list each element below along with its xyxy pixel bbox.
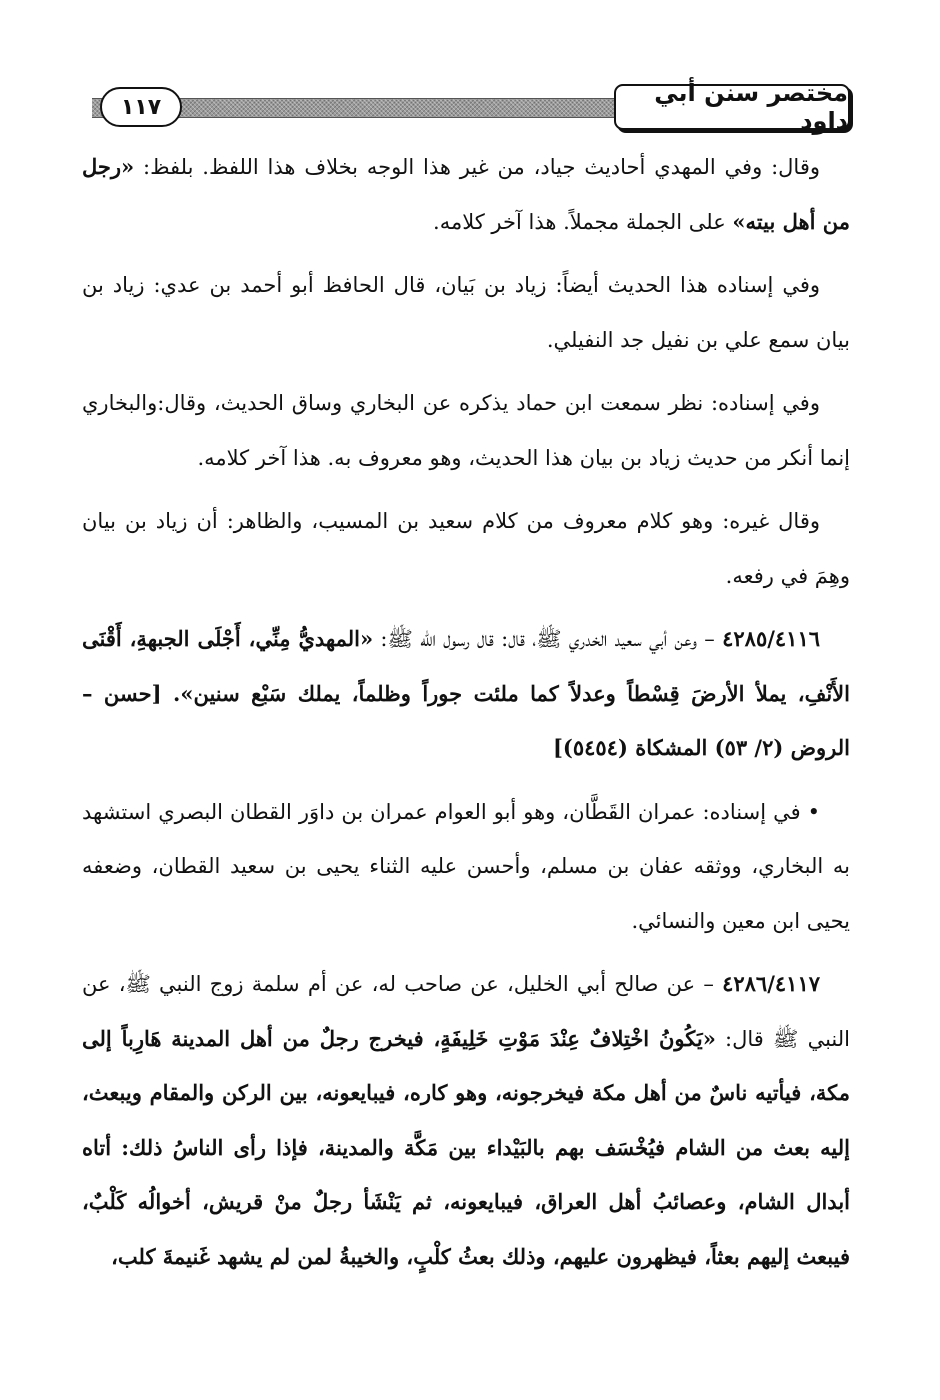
text-segment: وقال: وفي المهدي أحاديث جياد، من غير هذا الوجه بخلاف هذا اللفظ. بلفظ: xyxy=(134,155,820,179)
text-segment: – وعن أبي سعيد الخدري ﷺ، قال: قال رسول الله ﷺ: xyxy=(373,627,723,651)
text-segment: وفي إسناده هذا الحديث أيضاً: زياد بن بَيان، قال الحافظ أبو أحمد بن عدي: زياد بن بيان سمع علي بن نفيل جد النفيلي. xyxy=(82,273,850,352)
text-segment: وفي إسناده: نظر سمعت ابن حماد يذكره عن البخاري وساق الحديث، وقال:والبخاري إنما أنكر من حديث زياد بن بيان هذا الحديث، وهو معروف به. هذا آخر كلامه. xyxy=(82,391,850,470)
bold-text-segment: «يَكُونُ اخْتِلافٌ عِنْدَ مَوْتِ خَلِيفَةٍ، فيخرج رجلٌ من أهل المدينة هَارِباً إلى مكة، فيأتيه ناسٌ من أهل مكة فيخرجونه، وهو كاره، فيبايعونه، بين الركن والمقام ويبعث، إليه بعث من الشام فيُخْسَف بهم بالبَيْداء بين مَكَّة والمدينة، فإذا رأى الناسُ ذلك: أتاه أبدال الشام، وعصائبُ أهل العراق، فيبايعونه، ثم يَنْشَأ رجلٌ منْ قريش، أخوالُه كَلْبٌ، فيبعث إليهم بعثاً، فيظهرون عليهم، وذلك بعثُ كلْبٍ، والخيبةُ لمن لم يشهد غَنيمةَ كلب، xyxy=(82,1025,850,1269)
note-paragraph xyxy=(82,785,850,949)
hadith-paragraph xyxy=(82,612,850,776)
bold-text-segment: «المهديُّ مِنِّي، أَجْلَى الجبهةِ، أَقْنَى الأَنْفِ، يملأ الأرضَ قِسْطاً وعدلاً كما ملئت جوراً وظلماً، يملك سَبْع سنين». xyxy=(82,626,850,706)
text-segment: – عن صالح أبي الخليل، عن صاحب له، عن أم سلمة زوج النبي ﷺ، عن النبي ﷺ قال: xyxy=(82,972,850,1051)
bold-text-segment: [حسن – الروض (٢/ ٥٣) المشكاة (٥٤٥٤)] xyxy=(82,680,850,760)
text-paragraph xyxy=(82,140,850,249)
text-segment: وقال غيره: وهو كلام معروف من كلام سعيد بن المسيب، والظاهر: أن زياد بن بيان وهِمَ في رفعه. xyxy=(82,509,850,588)
text-paragraph xyxy=(82,258,850,367)
text-paragraph xyxy=(82,494,850,603)
text-segment: • في إسناده: عمران القَطَّان، وهو أبو العوام عمران بن داوَر القطان البصري استشهد به البخاري، ووثقه عفان بن مسلم، وأحسن عليه الثناء يحيى بن سعيد القطان، وضعفه يحيى ابن معين والنسائي. xyxy=(82,799,850,933)
bold-text-segment: ٤٢٨٦/٤١١٧ xyxy=(722,971,820,996)
book-title: مختصر سنن أبي داود xyxy=(614,84,850,130)
bold-text-segment: «رجل من أهل بيته» xyxy=(82,154,850,234)
text-segment: على الجملة مجملاً. هذا آخر كلامه. xyxy=(433,209,733,234)
page-number: ١١٧ xyxy=(100,87,182,127)
page-header xyxy=(92,79,850,135)
text-paragraph xyxy=(82,376,850,485)
hadith-paragraph xyxy=(82,957,850,1284)
bold-text-segment: ٤٢٨٥/٤١١٦ xyxy=(722,626,821,651)
page-body xyxy=(82,140,850,1293)
